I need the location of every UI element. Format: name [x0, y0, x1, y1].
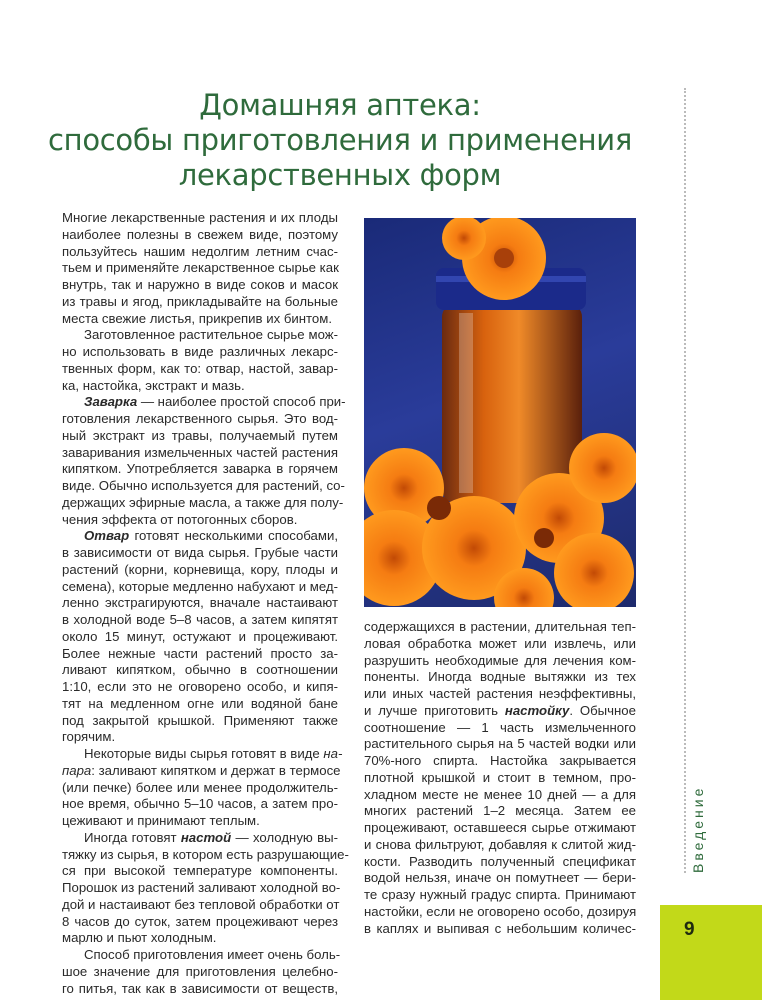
text-line: Более нежные части растений просто за- — [62, 645, 338, 661]
text-line: Иногда готовят настой — холодную вы- — [84, 829, 338, 845]
text-line: места свежие листья, прикрепив их бинтом. — [62, 310, 332, 326]
text-line: тьем и применяйте лекарственное сырье как — [62, 260, 339, 276]
emphasized-term: Заварка — [84, 394, 138, 410]
text-line: ся при высокой температуре компоненты. — [62, 863, 338, 879]
paragraph — [62, 947, 341, 997]
text-line: те сразу нужный градус спирта. Принимают — [364, 887, 636, 902]
text-line: соотношение — 1 часть измельченного — [364, 719, 636, 735]
page-number-box — [660, 905, 762, 1000]
text-line: в каплях и выпивая с небольшим количес- — [364, 920, 636, 936]
text-line: заваривания измельченных частей растения — [62, 444, 338, 460]
italic-term: на- — [323, 746, 343, 761]
text-line: ливают кипятком, обычно в соотношении — [62, 662, 338, 678]
text-line: растений (корни, корневища, кору, плоды и — [62, 561, 338, 577]
text-line: Многие лекарственные растения и их плоды — [62, 210, 338, 225]
text-line: наиболее полезны в свежем виде, поэтому — [62, 226, 338, 242]
paragraph — [62, 327, 338, 394]
text-line: хладном месте не менее 10 дней — а для — [364, 786, 636, 802]
text-line: около 15 минут, остужают и процеживают. — [62, 628, 338, 644]
text-line: 1:10, если это не оговорено особо, и кипя- — [62, 679, 338, 694]
text-line: из травы и ягод, прикладывайте на больные — [62, 293, 338, 309]
text-line: пользуйтесь нашим недолгим летним счас- — [62, 243, 338, 259]
text-line: Заготовленное растительное сырье мож- — [84, 327, 338, 343]
text-line: ленно экстрагируются, вначале настаивают — [62, 595, 338, 611]
calendula-jar-photo — [364, 218, 636, 607]
page-title — [40, 88, 640, 193]
text-line: горячим. — [62, 729, 116, 745]
text-line: (или печке) более или менее продолжитель- — [62, 779, 338, 795]
text-line: готовления лекарственного сырья. Это вод- — [62, 411, 338, 426]
text-line: плотной крышкой и стоит в темном, про- — [364, 769, 636, 785]
text-line: кипятком. Употребляется заварка в горячем — [62, 461, 338, 477]
text-line: виде. Обычно используется для растений, со- — [62, 478, 345, 493]
emphasized-term: Отвар — [84, 528, 130, 544]
text-line: ный экстракт из травы, получаемый путем — [62, 427, 338, 443]
text-line: процеживают, оставшееся сырье отжимают — [364, 820, 636, 835]
section-label: Введение — [690, 785, 706, 873]
text-line: растительного сырья на 5 частей водки или — [364, 736, 636, 752]
text-line: внутрь, так и наружно в виде соков и масок — [62, 277, 338, 292]
text-line: Заварка — наиболее простой способ при- — [84, 394, 346, 410]
italic-term: пара — [62, 762, 92, 778]
text-line: ное время, обычно 5–10 часов, а затем про- — [62, 796, 338, 812]
text-line: твенных форм, как то: отвар, настой, завар- — [62, 360, 338, 376]
text-line: тяжку из сырья, в котором есть разрушающие- — [62, 846, 349, 862]
emphasized-term: настой — [180, 829, 232, 845]
right-column — [364, 619, 636, 937]
text-line: ка, настойка, экстракт и мазь. — [62, 377, 245, 393]
text-line: цеживают и принимают теплым. — [62, 813, 260, 828]
text-line: и лучше приготовить настойку. Обычное — [364, 702, 636, 718]
text-line: держащих эфирные масла, а также для полу- — [62, 494, 344, 510]
text-line: содержащихся в растении, длительная теп- — [364, 619, 636, 634]
text-line: но использовать в виде различных лекарс- — [62, 344, 338, 359]
paragraph — [62, 394, 346, 528]
left-column — [62, 210, 349, 997]
text-line: под закрытой крышкой. Применяют также — [62, 712, 338, 728]
paragraph — [62, 528, 338, 746]
title-line: лекарственных форм — [178, 158, 502, 192]
paragraph — [62, 829, 349, 947]
text-line: настойки, если не оговорено особо, дозируя — [364, 903, 637, 919]
text-line: семена), которые медленно набухают и мед- — [62, 578, 338, 594]
text-line: 8 часов до суток, затем процеживают через — [62, 913, 338, 929]
margin-divider — [684, 88, 686, 873]
paragraph — [364, 619, 636, 937]
title-line: Домашняя аптека: — [199, 88, 481, 122]
text-line: Некоторые виды сырья готовят в виде на- — [84, 746, 343, 761]
text-line: многих растений 1–2 месяца. Затем ее — [364, 803, 636, 819]
text-line: или иных частей растения неэффективны, — [364, 686, 636, 701]
text-line: марлю и пьют холодным. — [62, 930, 217, 946]
text-line: Способ приготовления имеет очень боль- — [84, 947, 341, 962]
text-line: Отвар готовят несколькими способами, — [84, 528, 338, 544]
text-line: шое значение для приготовления целебно- — [62, 963, 338, 979]
paragraph — [62, 746, 343, 830]
text-line: пара: заливают кипятком и держат в термосе — [62, 762, 341, 778]
text-line: разрушить необходимые для лечения ком- — [364, 652, 636, 668]
text-line: в зависимости от вида сырья. Грубые части — [62, 545, 338, 560]
text-line: Порошок из растений заливают холодной во- — [62, 880, 341, 895]
text-line: дой и настаивают без тепловой обработки от — [62, 896, 340, 912]
text-line: поненты. Иногда водные вытяжки из тех — [364, 669, 636, 685]
page-number: 9 — [684, 919, 695, 940]
paragraph — [62, 210, 338, 327]
emphasized-term: настойку — [504, 702, 570, 718]
text-line: го питья, так как в зависимости от веществ, — [62, 980, 338, 996]
text-line: и снова фильтруют, добавляя к слитой жид- — [364, 836, 636, 852]
text-line: чения эффекта от потогонных сборов. — [62, 511, 298, 527]
text-line: ловая обработка может или извлечь, или — [364, 635, 636, 651]
text-line: кости. Разводить полученный спецификат — [364, 853, 636, 869]
text-line: 70%-ного спирта. Настойка закрывается — [364, 753, 636, 768]
text-line: водой нельзя, иначе он помутнеет — бери- — [364, 870, 636, 886]
text-line: в холодной воде 5–8 часов, а затем кипятят — [62, 612, 338, 627]
title-line: способы приготовления и применения — [48, 123, 632, 157]
text-line: тят на медленном огне или водяной бане — [62, 695, 338, 711]
